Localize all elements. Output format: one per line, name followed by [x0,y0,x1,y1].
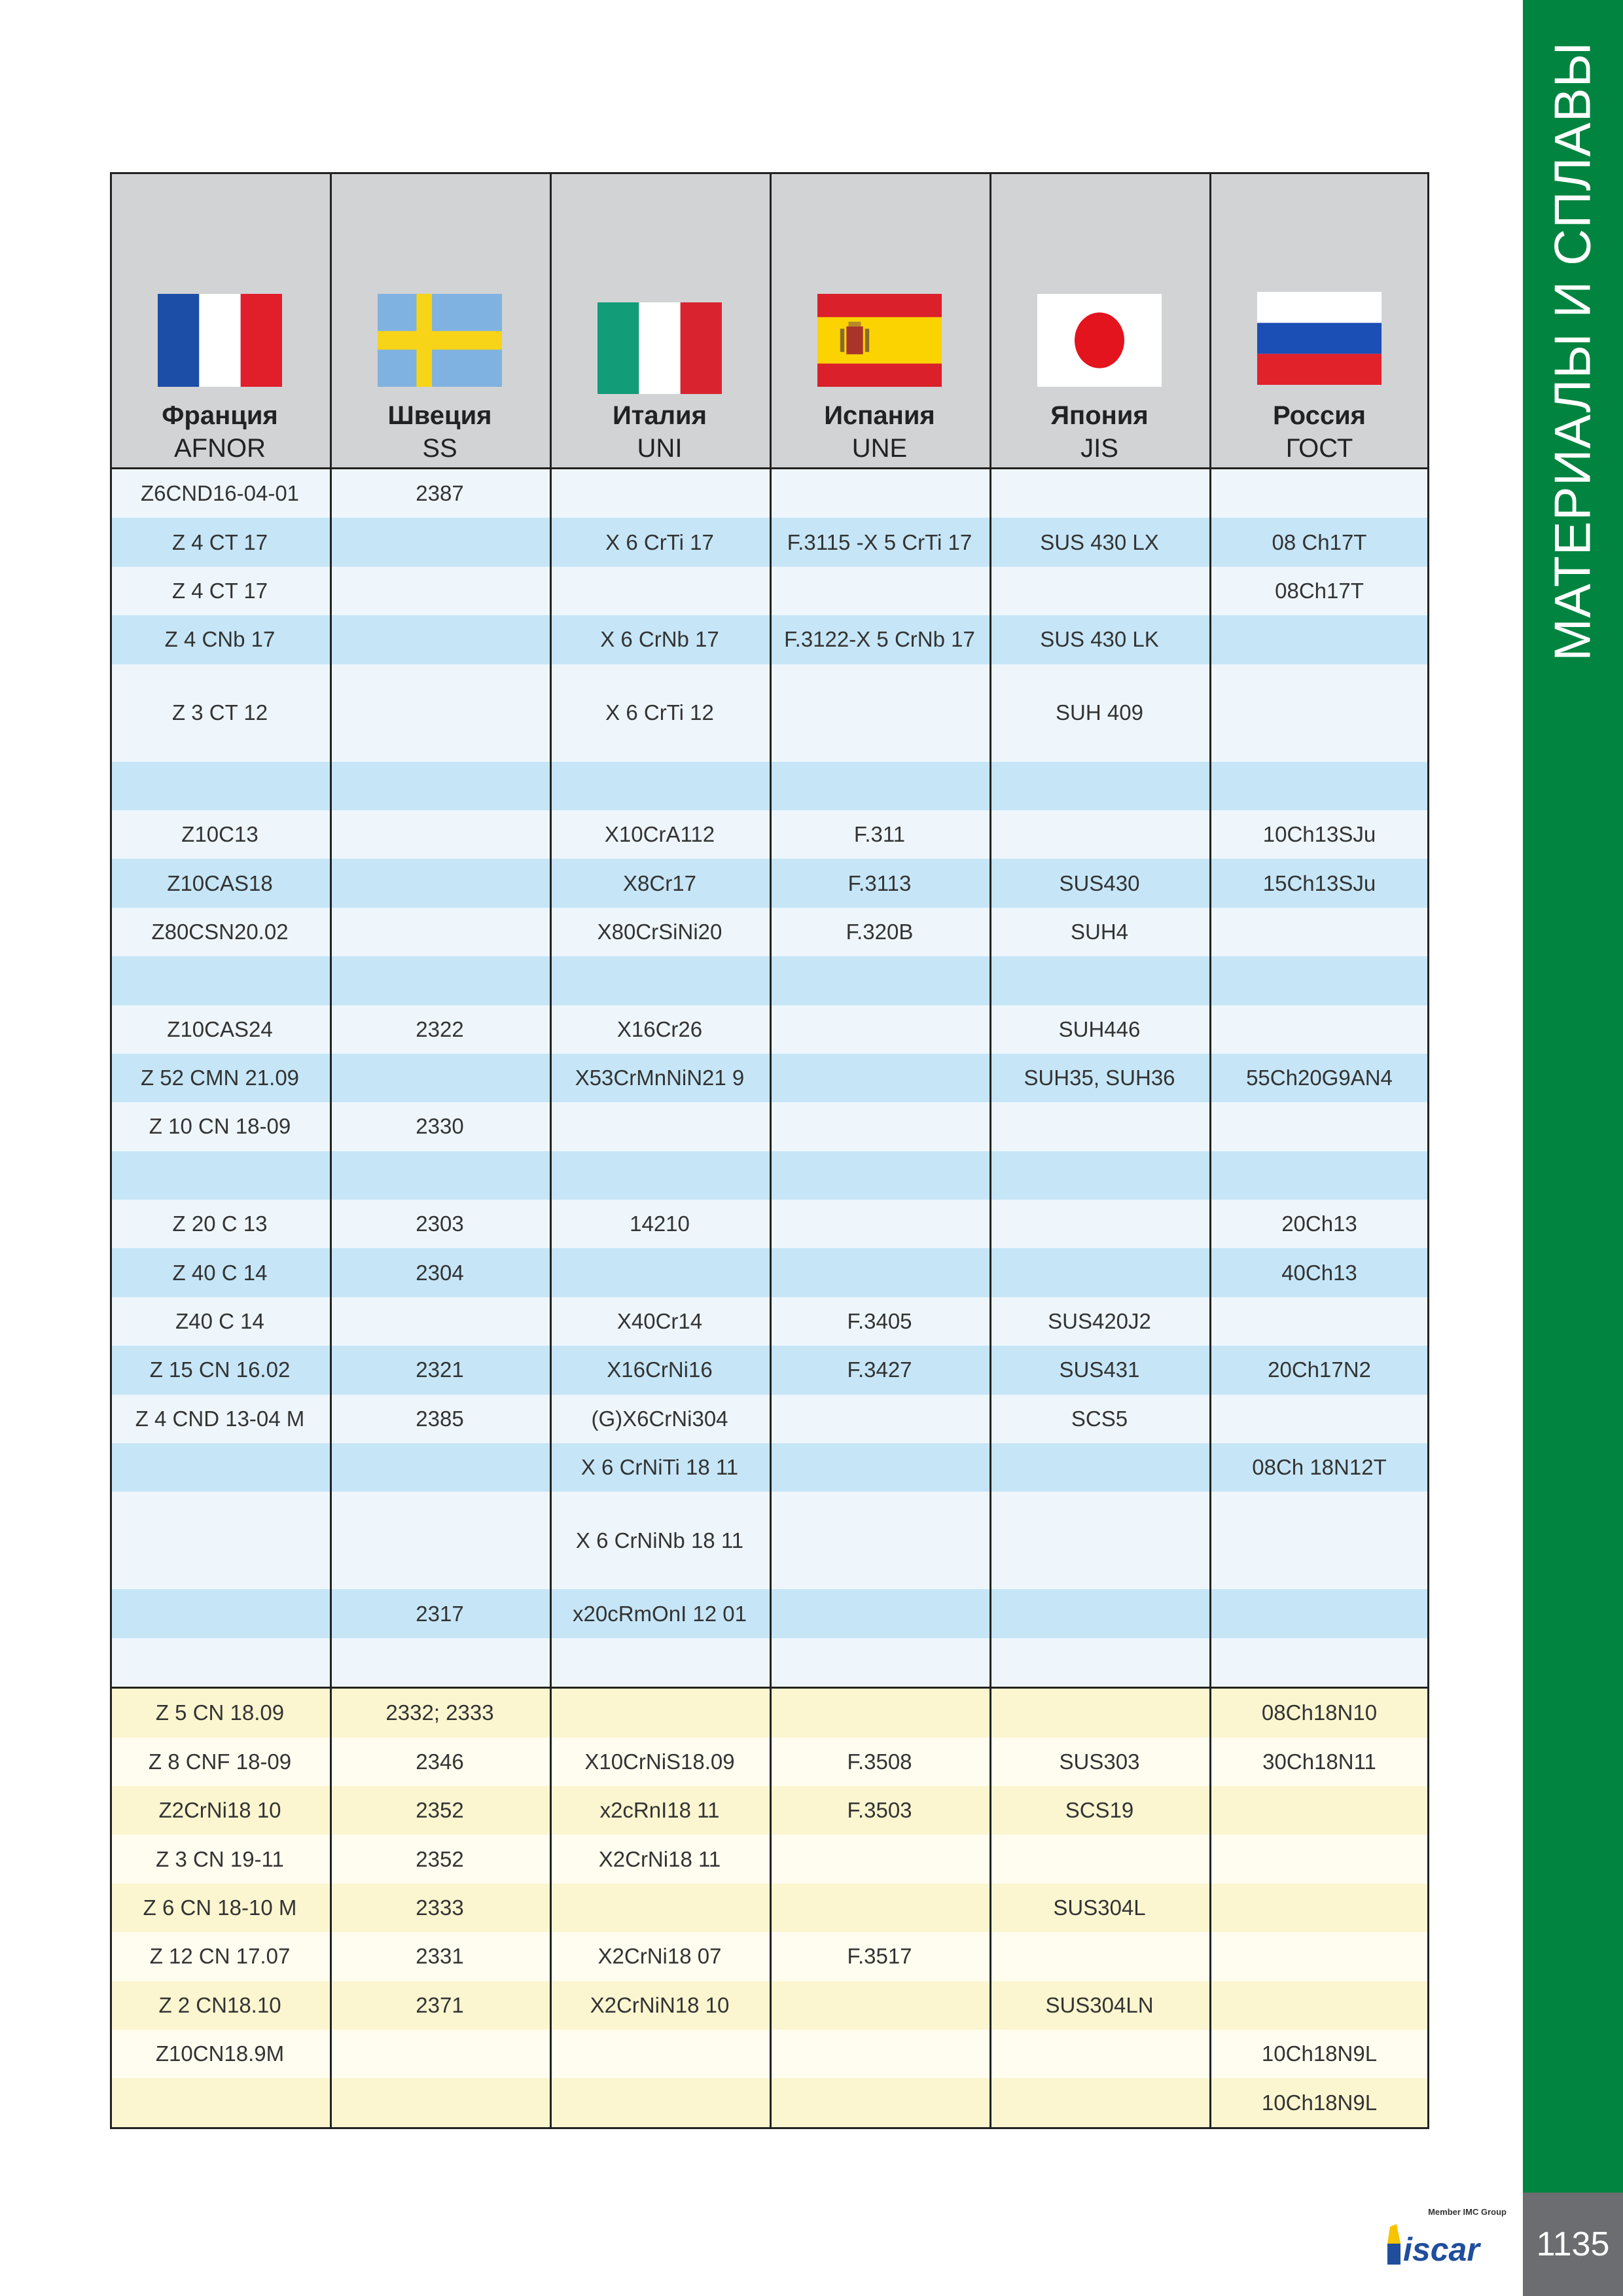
cell-italy: X10CrA112 [604,822,715,847]
cell-france: Z10C13 [181,822,259,847]
cell-france [110,1589,330,1638]
cell-japan: SCS19 [1065,1798,1134,1823]
cell-russia [1209,1297,1429,1346]
cell-france [110,1151,330,1200]
cell-france [110,956,330,1005]
table-row [110,1443,1429,1492]
table-row [110,1005,1429,1054]
cell-japan: SUH446 [1058,1016,1141,1041]
page-number-box [1523,2193,1623,2296]
cell-japan: SUS430 [1059,870,1140,895]
cell-france: Z 40 C 14 [172,1260,268,1285]
cell-italy: 14210 [630,1211,690,1236]
table-row [110,567,1429,615]
cell-spain [770,762,990,810]
cell-russia [1209,1102,1429,1151]
cell-france: Z 10 CN 18-09 [149,1114,291,1139]
cell-japan [990,2030,1209,2078]
cell-sweden: 2330 [416,1114,464,1139]
cell-sweden: 2387 [416,481,464,506]
cell-japan [990,1835,1209,1883]
cell-russia: 08Ch 18N12T [1252,1455,1387,1480]
cell-japan: SUS304LN [1045,1992,1154,2017]
cell-sweden [330,518,550,566]
iscar-logo [1386,2207,1510,2266]
spain-flag-icon [817,294,942,387]
cell-italy: X2CrNiN18 10 [590,1992,730,2017]
cell-japan: SUS 430 LX [1040,529,1159,554]
cell-russia [1209,469,1429,518]
cell-spain: F.311 [853,822,906,847]
table-row [110,859,1429,907]
cell-italy: x20cRmOnI 12 01 [573,1601,747,1626]
cell-france: Z 4 CNb 17 [164,627,276,652]
table-header [110,174,1429,467]
header-country: Япония [1050,401,1149,430]
table-row [110,2030,1429,2078]
cell-france: Z10CAS18 [167,870,273,895]
header-standard: SS [422,434,457,463]
cell-russia [1209,615,1429,664]
cell-russia [1209,1005,1429,1054]
cell-spain [770,1589,990,1638]
table-row [110,1884,1429,1932]
cell-japan [990,1248,1209,1297]
cell-sweden [330,956,550,1005]
cell-sweden: 2331 [416,1944,464,1969]
cell-japan: SUS304L [1053,1895,1146,1920]
cell-sweden [330,810,550,859]
cell-sweden: 2371 [416,1992,464,2017]
cell-spain [770,1638,990,1687]
table-row [110,908,1429,956]
cell-russia: 20Ch13 [1281,1211,1357,1236]
cell-sweden: 2352 [416,1798,464,1823]
header-russia [1209,174,1429,467]
cell-spain [770,469,990,518]
cell-france: Z 52 CMN 21.09 [140,1066,300,1090]
cell-italy: X40Cr14 [616,1309,703,1334]
cell-sweden: 2332; 2333 [385,1700,494,1725]
cell-spain [770,2078,990,2126]
cell-russia [1209,1395,1429,1443]
cell-russia: 15Ch13SJu [1262,870,1376,895]
header-standard: UNE [851,434,908,463]
cell-japan: SUS431 [1059,1357,1140,1382]
header-france [110,174,330,467]
cell-sweden: 2333 [416,1895,464,1920]
table-row [110,518,1429,566]
cell-france: Z 3 CN 19-11 [156,1846,284,1871]
cell-spain: F.3427 [847,1357,912,1382]
cell-japan [990,1102,1209,1151]
cell-italy: X 6 CrTi 17 [605,529,714,554]
cell-sweden [330,615,550,664]
cell-russia [1209,1151,1429,1200]
sidebar-title [1523,0,1623,661]
svg-text:iscar: iscar [1403,2231,1480,2266]
cell-france: Z 4 CND 13-04 M [135,1406,305,1431]
cell-france [110,1492,330,1589]
cell-spain: F.3122-X 5 CrNb 17 [784,627,975,652]
cell-spain: F.320B [846,919,914,944]
cell-russia: 08 Ch17T [1272,529,1367,554]
header-spain [770,174,990,467]
cell-sweden [330,1054,550,1102]
cell-japan [990,2078,1209,2126]
cell-japan [990,1200,1209,1248]
cell-sweden [330,908,550,956]
cell-spain [770,1884,990,1932]
cell-france [110,2078,330,2126]
cell-france: Z10CAS24 [167,1016,273,1041]
table-row [110,762,1429,810]
cell-italy: x2cRnI18 11 [599,1798,720,1823]
cell-spain: F.3517 [847,1944,912,1969]
header-japan [990,174,1209,467]
cell-spain [770,1835,990,1883]
cell-japan [990,1638,1209,1687]
cell-japan [990,469,1209,518]
cell-sweden [330,859,550,907]
page-number: 1135 [1536,2225,1610,2263]
japan-flag-icon [1037,294,1162,387]
cell-russia: 30Ch18N11 [1262,1749,1376,1774]
france-flag-icon [158,294,282,387]
table-row [110,1248,1429,1297]
cell-japan [990,1151,1209,1200]
table-row [110,615,1429,664]
cell-russia [1209,1589,1429,1638]
cell-japan: SUS303 [1059,1749,1140,1774]
table-row [110,1638,1429,1687]
cell-italy [550,956,770,1005]
cell-russia [1209,1492,1429,1589]
cell-france: Z 3 CT 12 [171,700,268,725]
table-row [110,810,1429,859]
header-country: Италия [613,401,707,430]
cell-japan [990,567,1209,615]
cell-france: Z 2 CN18.10 [158,1992,281,2017]
table-row [110,1492,1429,1589]
cell-russia [1209,1638,1429,1687]
table-row [110,1151,1429,1200]
cell-france: Z2CrNi18 10 [158,1798,281,1823]
cell-japan: SUS 430 LK [1040,627,1159,652]
table-row [110,1738,1429,1786]
cell-france: Z 4 CT 17 [171,578,268,603]
header-standard: ГОСТ [1285,434,1353,463]
cell-japan [990,762,1209,810]
cell-italy: X80CrSiNi20 [597,919,722,944]
cell-spain [770,1054,990,1102]
cell-italy [550,2078,770,2126]
cell-sweden [330,1151,550,1200]
logo-member-text: Member IMC Group [1428,2207,1507,2217]
cell-italy: X 6 CrNb 17 [600,627,719,652]
cell-italy: X 6 CrNiNb 18 11 [575,1528,744,1552]
cell-russia: 10Ch13SJu [1262,822,1376,847]
cell-france: Z 6 CN 18-10 M [143,1895,297,1920]
cell-italy: X8Cr17 [623,870,696,895]
cell-spain [770,567,990,615]
cell-italy [550,1248,770,1297]
cell-sweden [330,1443,550,1492]
table-row [110,1102,1429,1151]
cell-spain [770,664,990,762]
cell-russia [1209,762,1429,810]
cell-spain: F.3503 [847,1798,912,1823]
cell-italy: X16CrNi16 [607,1357,713,1382]
cell-sweden: 2322 [416,1016,464,1041]
cell-spain [770,956,990,1005]
cell-spain [770,1443,990,1492]
cell-sweden: 2385 [416,1406,464,1431]
cell-spain [770,1151,990,1200]
cell-france: Z 12 CN 17.07 [149,1944,291,1969]
cell-sweden [330,1638,550,1687]
cell-spain [770,1492,990,1589]
cell-russia [1209,1835,1429,1883]
cell-japan: SCS5 [1071,1406,1128,1431]
cell-russia: 55Ch20G9AN4 [1246,1066,1393,1090]
cell-sweden [330,1297,550,1346]
cell-spain [770,2030,990,2078]
cell-spain [770,1981,990,2030]
cell-france: Z 20 C 13 [172,1211,268,1236]
table-row [110,1835,1429,1883]
table-row [110,1932,1429,1981]
cell-russia [1209,1884,1429,1932]
italy-flag-icon [597,302,722,394]
cell-spain: F.3113 [847,870,912,895]
cell-italy: X16Cr26 [616,1016,703,1041]
sidebar-title-text: МАТЕРИАЛЫ И СПЛАВЫ [1543,41,1601,661]
cell-italy [550,762,770,810]
table-row [110,2078,1429,2126]
cell-sweden: 2317 [416,1601,464,1626]
cell-italy [550,469,770,518]
header-country: Испания [824,401,935,430]
cell-italy: X53CrMnNiN21 9 [575,1066,745,1090]
cell-italy: (G)X6CrNi304 [591,1406,728,1431]
cell-russia [1209,1786,1429,1835]
table-row [110,1054,1429,1102]
cell-russia: 08Ch18N10 [1261,1700,1378,1725]
cell-sweden [330,2078,550,2126]
russia-flag-icon [1257,292,1382,385]
header-standard: UNI [637,434,683,463]
cell-spain [770,1200,990,1248]
cell-italy: X10CrNiS18.09 [584,1749,735,1774]
cell-france: Z10CN18.9M [155,2041,285,2066]
cell-sweden [330,664,550,762]
cell-france: Z 8 CNF 18-09 [148,1749,292,1774]
cell-italy [550,1689,770,1737]
header-country: Франция [162,401,278,430]
cell-france: Z6CND16-04-01 [140,481,300,506]
cell-spain [770,1248,990,1297]
cell-japan [990,1443,1209,1492]
table-row [110,1589,1429,1638]
table-row [110,1687,1429,1737]
cell-russia [1209,1932,1429,1981]
cell-france [110,762,330,810]
cell-sweden: 2303 [416,1211,464,1236]
cell-russia: 10Ch18N9L [1261,2090,1378,2115]
cell-italy: X2CrNi18 07 [597,1944,722,1969]
cell-sweden: 2304 [416,1260,464,1285]
cell-russia: 40Ch13 [1281,1260,1357,1285]
header-standard: JIS [1080,434,1118,463]
table-row [110,1297,1429,1346]
cell-france: Z 4 CT 17 [171,529,268,554]
cell-italy [550,1151,770,1200]
cell-sweden: 2346 [416,1749,464,1774]
cell-japan [990,810,1209,859]
cell-japan: SUH35, SUH36 [1024,1066,1175,1090]
cell-italy [550,1638,770,1687]
cell-japan [990,1589,1209,1638]
cell-italy [550,1102,770,1151]
cell-sweden [330,2030,550,2078]
cell-russia [1209,956,1429,1005]
cell-spain: F.3508 [847,1749,912,1774]
table-row [110,467,1429,518]
cell-italy: X 6 CrNiTi 18 11 [580,1455,739,1480]
table-row [110,1981,1429,2030]
cell-spain [770,1395,990,1443]
header-country: Россия [1272,401,1366,430]
table-row [110,956,1429,1005]
cell-japan [990,1492,1209,1589]
cell-sweden: 2352 [416,1846,464,1871]
cell-france [110,1443,330,1492]
cell-france: Z 15 CN 16.02 [149,1357,291,1382]
materials-table [110,172,1429,2129]
cell-italy [550,2030,770,2078]
cell-russia: 20Ch17N2 [1268,1357,1371,1382]
cell-spain: F.3115 -X 5 CrTi 17 [787,529,972,554]
cell-france [110,1638,330,1687]
header-sweden [330,174,550,467]
cell-russia [1209,908,1429,956]
table-row [110,664,1429,762]
cell-spain: F.3405 [847,1309,912,1334]
header-italy [550,174,770,467]
cell-russia: 08Ch17T [1275,578,1364,603]
cell-japan: SUH 409 [1056,700,1143,725]
cell-russia: 10Ch18N9L [1261,2041,1378,2066]
table-row [110,1786,1429,1835]
cell-sweden [330,762,550,810]
sweden-flag-icon [378,294,502,387]
cell-japan: SUS420J2 [1048,1309,1151,1334]
cell-italy: X 6 CrTi 12 [605,700,714,725]
cell-france: Z40 C 14 [175,1309,264,1334]
cell-sweden [330,567,550,615]
cell-japan [990,956,1209,1005]
cell-russia [1209,1981,1429,2030]
table-row [110,1346,1429,1394]
cell-russia [1209,664,1429,762]
cell-spain [770,1005,990,1054]
cell-italy: X2CrNi18 11 [598,1846,721,1871]
cell-spain [770,1102,990,1151]
cell-italy [550,567,770,615]
header-country: Швеция [387,401,492,430]
table-row [110,1200,1429,1248]
table-row [110,1395,1429,1443]
cell-japan [990,1932,1209,1981]
cell-sweden: 2321 [416,1357,464,1382]
cell-spain [770,1689,990,1737]
cell-japan [990,1689,1209,1737]
cell-france: Z 5 CN 18.09 [155,1700,285,1725]
cell-france: Z80CSN20.02 [151,919,289,944]
cell-italy [550,1884,770,1932]
cell-japan: SUH4 [1070,919,1129,944]
header-standard: AFNOR [174,434,266,463]
cell-sweden [330,1492,550,1589]
